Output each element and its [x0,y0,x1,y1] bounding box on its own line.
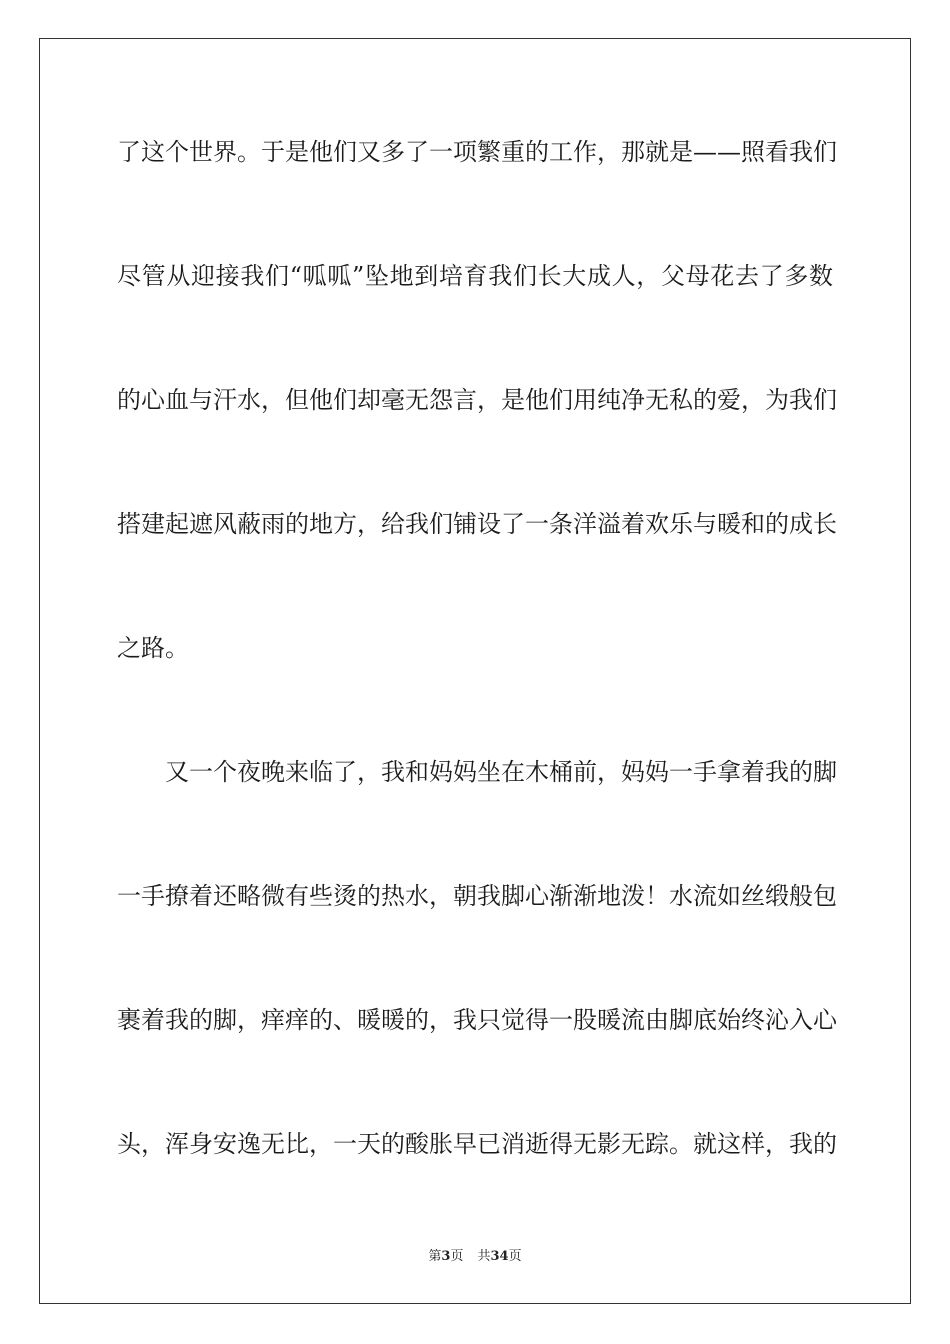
text-line-7: 一手撩着还略微有些烫的热水，朝我脚心渐渐地泼！水流如丝缎般包 [117,882,837,910]
footer-total-pages: 34 [490,1249,509,1264]
text-line-9: 头，浑身安逸无比，一天的酸胀早已消逝得无影无踪。就这样，我的 [117,1130,837,1158]
page-footer [0,1248,950,1266]
text-line-8: 裹着我的脚，痒痒的、暖暖的，我只觉得一股暖流由脚底始终沁入心 [117,1006,837,1034]
footer-page-suffix: 页 [450,1249,464,1264]
footer-total-prefix: 共 [477,1249,491,1264]
text-line-3: 的心血与汗水，但他们却毫无怨言，是他们用纯净无私的爱，为我们 [117,386,837,414]
text-line-1: 了这个世界。于是他们又多了一项繁重的工作，那就是——照看我们 [117,138,837,166]
page-border [39,38,911,1304]
text-line-5: 之路。 [117,634,189,662]
text-line-6: 又一个夜晚来临了，我和妈妈坐在木桶前，妈妈一手拿着我的脚 [165,758,837,786]
text-line-2: 尽管从迎接我们“呱呱”坠地到培育我们长大成人，父母花去了多数 [117,262,833,290]
footer-page-prefix: 第 [428,1249,442,1264]
text-line-4: 搭建起遮风蔽雨的地方，给我们铺设了一条洋溢着欢乐与暖和的成长 [117,510,837,538]
footer-page-number: 3 [441,1249,451,1264]
footer-total-suffix: 页 [508,1249,522,1264]
